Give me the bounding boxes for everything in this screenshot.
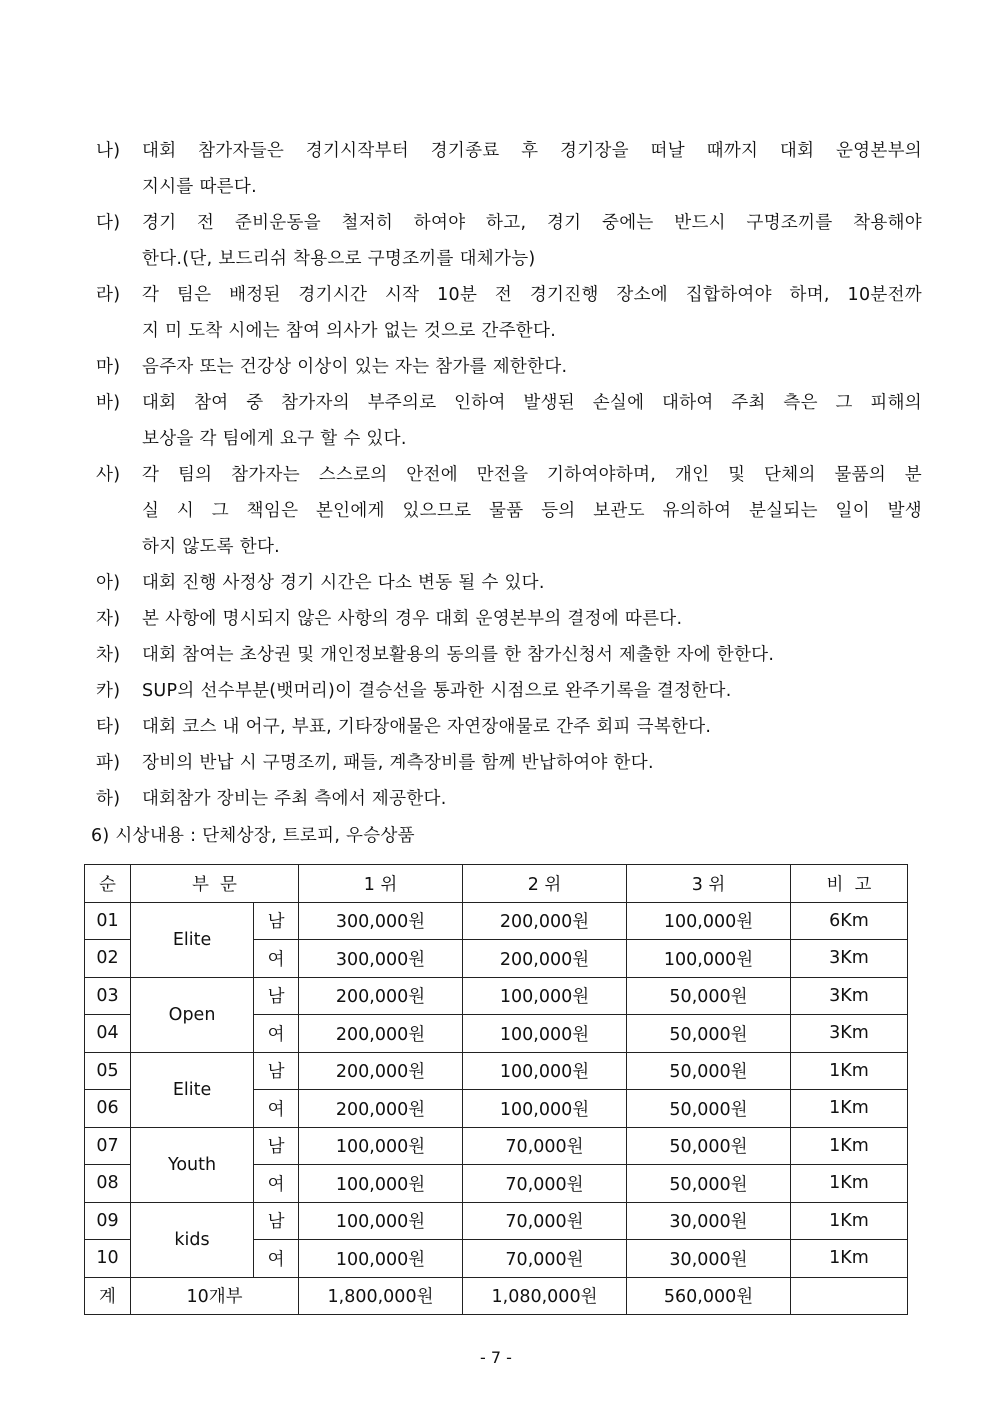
distance-note: 6Km [791,902,908,940]
total-note [791,1277,908,1315]
prize-second: 200,000원 [463,902,627,940]
prize-first: 100,000원 [299,1165,463,1203]
prize-second: 70,000원 [463,1240,627,1278]
gender: 남 [254,977,299,1015]
total-label: 계 [85,1277,131,1315]
rule-line: 지 미 도착 시에는 참여 의사가 없는 것으로 간주한다. [142,321,557,341]
gender: 여 [254,1240,299,1278]
prize-table [84,864,908,1315]
row-number: 04 [85,1015,131,1053]
division-name: Open [131,977,254,1052]
rule-marker: 마) [96,357,121,377]
rule-text [142,745,922,781]
header-note: 비 고 [791,865,908,903]
gender: 여 [254,940,299,978]
rule-item [96,205,922,277]
prize-third: 50,000원 [627,1165,791,1203]
gender: 남 [254,1202,299,1240]
prize-third: 50,000원 [627,977,791,1015]
row-number: 10 [85,1240,131,1278]
rule-marker: 차) [96,645,121,665]
gender: 남 [254,1052,299,1090]
rule-marker: 사) [96,465,121,485]
prize-first: 100,000원 [299,1202,463,1240]
total-division: 10개부 [131,1277,299,1315]
division-name: Elite [131,902,254,977]
table-row [85,1127,908,1165]
row-number: 03 [85,977,131,1015]
rule-marker: 파) [96,753,121,773]
rule-line: 경기 전 준비운동을 철저히 하여야 하고, 경기 중에는 반드시 구명조끼를 착용해야 [142,213,922,233]
row-number: 02 [85,940,131,978]
prize-first: 300,000원 [299,940,463,978]
prize-third: 50,000원 [627,1090,791,1128]
rules-list [96,133,922,817]
rule-text [142,205,922,277]
distance-note: 3Km [791,940,908,978]
rule-text [142,349,922,385]
rule-line: 보상을 각 팀에게 요구 할 수 있다. [142,429,407,449]
prize-third: 30,000원 [627,1202,791,1240]
total-third: 560,000원 [627,1277,791,1315]
header-first: 1 위 [299,865,463,903]
prize-first: 100,000원 [299,1127,463,1165]
total-row [85,1277,908,1315]
rule-marker: 아) [96,573,121,593]
distance-note: 1Km [791,1052,908,1090]
row-number: 09 [85,1202,131,1240]
rule-line: 각 팀은 배정된 경기시간 시작 10분 전 경기진행 장소에 집합하여야 하며, 10분전까 [142,285,922,305]
rule-item [96,601,922,637]
prize-second: 70,000원 [463,1127,627,1165]
header-no: 순 [85,865,131,903]
rule-line: 하지 않도록 한다. [142,537,281,557]
rule-text [142,457,922,565]
rule-text [142,565,922,601]
rule-item [96,277,922,349]
gender: 남 [254,1127,299,1165]
rule-text [142,601,922,637]
rule-line: 지시를 따른다. [142,177,257,197]
prize-third: 100,000원 [627,902,791,940]
table-body [85,902,908,1277]
row-number: 05 [85,1052,131,1090]
row-number: 08 [85,1165,131,1203]
rule-item [96,565,922,601]
rule-item [96,637,922,673]
prize-second: 100,000원 [463,977,627,1015]
rule-line: 실 시 그 책임은 본인에게 있으므로 물품 등의 보관도 유의하여 분실되는 일이 발생 [142,501,922,521]
distance-note: 1Km [791,1090,908,1128]
prize-second: 100,000원 [463,1090,627,1128]
page-number: - 7 - [480,1348,512,1367]
rule-item [96,457,922,565]
rule-line: 장비의 반납 시 구명조끼, 패들, 계측장비를 함께 반납하여야 한다. [142,753,654,773]
prize-first: 200,000원 [299,1052,463,1090]
prize-third: 50,000원 [627,1052,791,1090]
rule-line: SUP의 선수부분(뱃머리)이 결승선을 통과한 시점으로 완주기록을 결정한다. [142,681,732,701]
rule-text [142,709,922,745]
rule-line: 음주자 또는 건강상 이상이 있는 자는 참가를 제한한다. [142,357,568,377]
prize-first: 100,000원 [299,1240,463,1278]
prize-first: 200,000원 [299,977,463,1015]
prize-second: 70,000원 [463,1165,627,1203]
table-row [85,1052,908,1090]
rule-marker: 바) [96,393,121,413]
division-name: Youth [131,1127,254,1202]
header-second: 2 위 [463,865,627,903]
prize-first: 300,000원 [299,902,463,940]
gender: 여 [254,1015,299,1053]
row-number: 01 [85,902,131,940]
rule-text [142,385,922,457]
gender: 남 [254,902,299,940]
prize-second: 100,000원 [463,1052,627,1090]
rule-line: 대회 코스 내 어구, 부표, 기타장애물은 자연장애물로 간주 회피 극복한다. [142,717,712,737]
rule-item [96,133,922,205]
total-second: 1,080,000원 [463,1277,627,1315]
distance-note: 1Km [791,1165,908,1203]
rule-line: 본 사항에 명시되지 않은 사항의 경우 대회 운영본부의 결정에 따른다. [142,609,683,629]
table-header-row [85,865,908,903]
rule-text [142,133,922,205]
prize-third: 50,000원 [627,1015,791,1053]
prize-third: 100,000원 [627,940,791,978]
rule-line: 대회참가 장비는 주최 측에서 제공한다. [142,789,447,809]
prize-first: 200,000원 [299,1015,463,1053]
prize-third: 50,000원 [627,1127,791,1165]
rule-item [96,349,922,385]
table-row [85,1202,908,1240]
rule-marker: 다) [96,213,121,233]
table-row [85,902,908,940]
rule-item [96,781,922,817]
row-number: 07 [85,1127,131,1165]
rule-marker: 타) [96,717,121,737]
prize-second: 200,000원 [463,940,627,978]
rule-item [96,385,922,457]
rule-text [142,277,922,349]
distance-note: 1Km [791,1127,908,1165]
rule-text [142,673,922,709]
rule-item [96,745,922,781]
distance-note: 1Km [791,1240,908,1278]
rule-line: 대회 참여 중 참가자의 부주의로 인하여 발생된 손실에 대하여 주최 측은 그 피해의 [142,393,922,413]
rule-line: 대회 참가자들은 경기시작부터 경기종료 후 경기장을 떠날 때까지 대회 운영본부의 [142,141,922,161]
rule-text [142,781,922,817]
rule-marker: 카) [96,681,121,701]
rule-marker: 나) [96,141,121,161]
rule-marker: 자) [96,609,121,629]
gender: 여 [254,1165,299,1203]
rule-line: 대회 진행 사정상 경기 시간은 다소 변동 될 수 있다. [142,573,545,593]
gender: 여 [254,1090,299,1128]
distance-note: 3Km [791,1015,908,1053]
prize-second: 70,000원 [463,1202,627,1240]
rule-line: 한다.(단, 보드리쉬 착용으로 구명조끼를 대체가능) [142,249,536,269]
table-row [85,977,908,1015]
rule-marker: 라) [96,285,121,305]
section-heading: 6) 시상내용 : 단체상장, 트로피, 우승상품 [91,826,415,846]
prize-second: 100,000원 [463,1015,627,1053]
rule-marker: 하) [96,789,121,809]
division-name: Elite [131,1052,254,1127]
distance-note: 3Km [791,977,908,1015]
header-division: 부 문 [131,865,299,903]
rule-text [142,637,922,673]
rule-line: 대회 참여는 초상권 및 개인정보활용의 동의를 한 참가신청서 제출한 자에 한한다. [142,645,775,665]
prize-third: 30,000원 [627,1240,791,1278]
row-number: 06 [85,1090,131,1128]
total-first: 1,800,000원 [299,1277,463,1315]
rule-line: 각 팀의 참가자는 스스로의 안전에 만전을 기하여야하며, 개인 및 단체의 물품의 분 [142,465,922,485]
distance-note: 1Km [791,1202,908,1240]
rule-item [96,673,922,709]
header-third: 3 위 [627,865,791,903]
rule-item [96,709,922,745]
division-name: kids [131,1202,254,1277]
prize-first: 200,000원 [299,1090,463,1128]
